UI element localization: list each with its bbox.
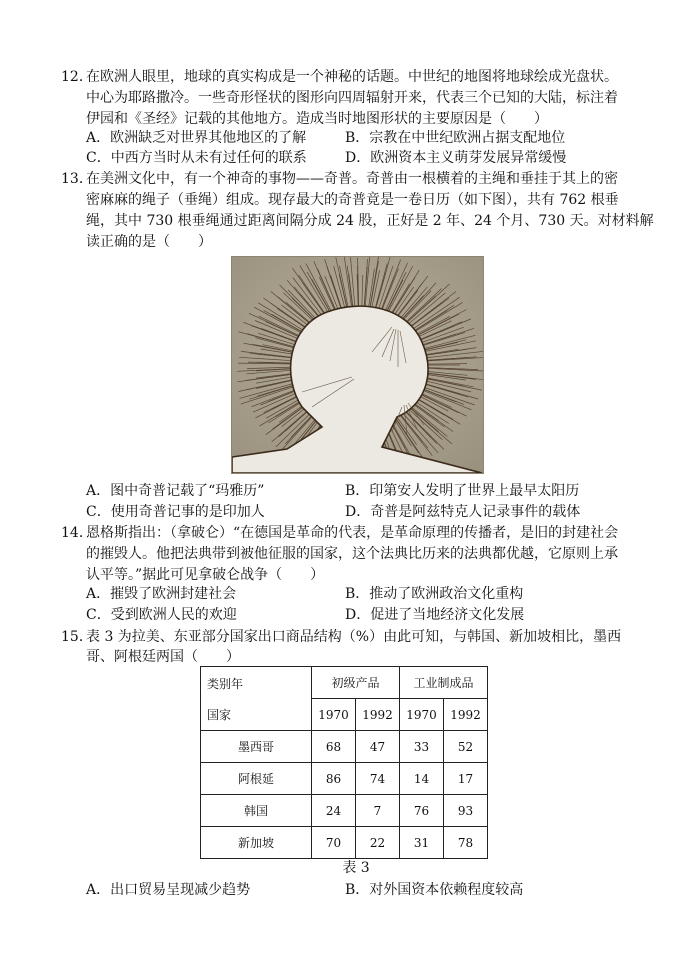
value-cell: 31 xyxy=(400,827,444,859)
q12-stem-line-1: 在欧洲人眼里，地球的真实构成是一个神秘的话题。中世纪的地图将地球绘成光盘状。 xyxy=(86,69,618,85)
year-header: 1970 xyxy=(400,699,444,731)
quipu-calendar-image xyxy=(231,256,484,474)
q13-stem-line-2: 密麻麻的绳子（垂绳）组成。现存最大的奇普竟是一卷日历（如下图），共有 762 根垂 xyxy=(86,192,619,208)
quipu-illustration xyxy=(232,257,483,473)
table-caption: 表 3 xyxy=(342,860,370,876)
table-row xyxy=(201,763,488,795)
q14-number: 14． xyxy=(61,525,93,541)
country-cell: 墨西哥 xyxy=(201,731,312,763)
q14-option-d[interactable]: D．促进了当地经济文化发展 xyxy=(345,607,525,623)
q13-stem-line-1: 在美洲文化中，有一个神奇的事物——奇普。奇普由一根横着的主绳和垂挂于其上的密 xyxy=(86,171,618,187)
q12-option-b[interactable]: B．宗教在中世纪欧洲占据支配地位 xyxy=(345,130,566,146)
export-structure-table xyxy=(200,666,488,859)
q13-option-a[interactable]: A．图中奇普记载了“玛雅历” xyxy=(86,483,265,499)
q14-stem-line-3: 认平等。”据此可见拿破仑战争（ ） xyxy=(86,567,325,583)
value-cell: 68 xyxy=(312,731,356,763)
q13-number: 13． xyxy=(61,171,93,187)
year-header: 1992 xyxy=(444,699,488,731)
value-cell: 76 xyxy=(400,795,444,827)
table-row xyxy=(201,827,488,859)
q14-option-b[interactable]: B．推动了欧洲政治文化重构 xyxy=(345,586,524,602)
q14-stem-line-1: 恩格斯指出：（拿破仑）“在德国是革命的代表，是革命原理的传播者，是旧的封建社会 xyxy=(86,525,619,541)
value-cell: 86 xyxy=(312,763,356,795)
q13-option-d[interactable]: D．奇普是阿兹特克人记录事件的载体 xyxy=(345,504,581,520)
group-primary-products: 初级产品 xyxy=(312,667,400,699)
corner-country: 国家 xyxy=(207,708,232,722)
q14-option-c[interactable]: C．受到欧洲人民的欢迎 xyxy=(86,607,237,623)
corner-category-year: 类别年 xyxy=(207,677,244,691)
country-cell: 韩国 xyxy=(201,795,312,827)
value-cell: 70 xyxy=(312,827,356,859)
q12-stem-line-3: 伊园和《圣经》记载的其他地方。造成当时地图形状的主要原因是（ ） xyxy=(86,111,548,127)
q15-option-b[interactable]: B．对外国资本依赖程度较高 xyxy=(345,882,524,898)
q13-option-c[interactable]: C．使用奇普记事的是印加人 xyxy=(86,504,265,520)
value-cell: 47 xyxy=(356,731,400,763)
year-header: 1992 xyxy=(356,699,400,731)
q13-stem-line-3: 绳，其中 730 根垂绳通过距离间隔分成 24 股，正好是 2 年、24 个月、730 天。对材料解 xyxy=(86,213,654,229)
value-cell: 22 xyxy=(356,827,400,859)
q12-option-a[interactable]: A．欧洲缺乏对世界其他地区的了解 xyxy=(86,130,307,146)
value-cell: 14 xyxy=(400,763,444,795)
q15-number: 15． xyxy=(61,629,93,645)
q14-stem-line-2: 的摧毁人。他把法典带到被他征服的国家，这个法典比历来的法典都优越，它原则上承 xyxy=(86,546,618,562)
value-cell: 17 xyxy=(444,763,488,795)
q13-stem-line-4: 读正确的是（ ） xyxy=(86,234,212,250)
country-cell: 新加坡 xyxy=(201,827,312,859)
value-cell: 78 xyxy=(444,827,488,859)
q15-stem-line-2: 哥、阿根廷两国（ ） xyxy=(86,649,240,665)
q12-option-d[interactable]: D．欧洲资本主义萌芽发展异常缓慢 xyxy=(345,150,567,166)
year-header: 1970 xyxy=(312,699,356,731)
q12-stem-line-2: 中心为耶路撒冷。一些奇形怪状的图形向四周辐射开来，代表三个已知的大陆，标注着 xyxy=(86,90,618,106)
value-cell: 52 xyxy=(444,731,488,763)
table-row xyxy=(201,731,488,763)
q13-option-b[interactable]: B．印第安人发明了世界上最早太阳历 xyxy=(345,483,580,499)
country-cell: 阿根延 xyxy=(201,763,312,795)
value-cell: 7 xyxy=(356,795,400,827)
value-cell: 33 xyxy=(400,731,444,763)
q12-option-c[interactable]: C．中西方当时从未有过任何的联系 xyxy=(86,150,307,166)
value-cell: 24 xyxy=(312,795,356,827)
q14-option-a[interactable]: A．摧毁了欧洲封建社会 xyxy=(86,586,237,602)
table-corner-header xyxy=(201,667,312,731)
table-row xyxy=(201,795,488,827)
value-cell: 74 xyxy=(356,763,400,795)
q15-option-a[interactable]: A．出口贸易呈现减少趋势 xyxy=(86,882,251,898)
q12-number: 12． xyxy=(61,69,93,85)
q15-stem-line-1: 表 3 为拉美、东亚部分国家出口商品结构（%）由此可知，与韩国、新加坡相比，墨西 xyxy=(86,629,622,645)
value-cell: 93 xyxy=(444,795,488,827)
group-manufactured-goods: 工业制成品 xyxy=(400,667,488,699)
